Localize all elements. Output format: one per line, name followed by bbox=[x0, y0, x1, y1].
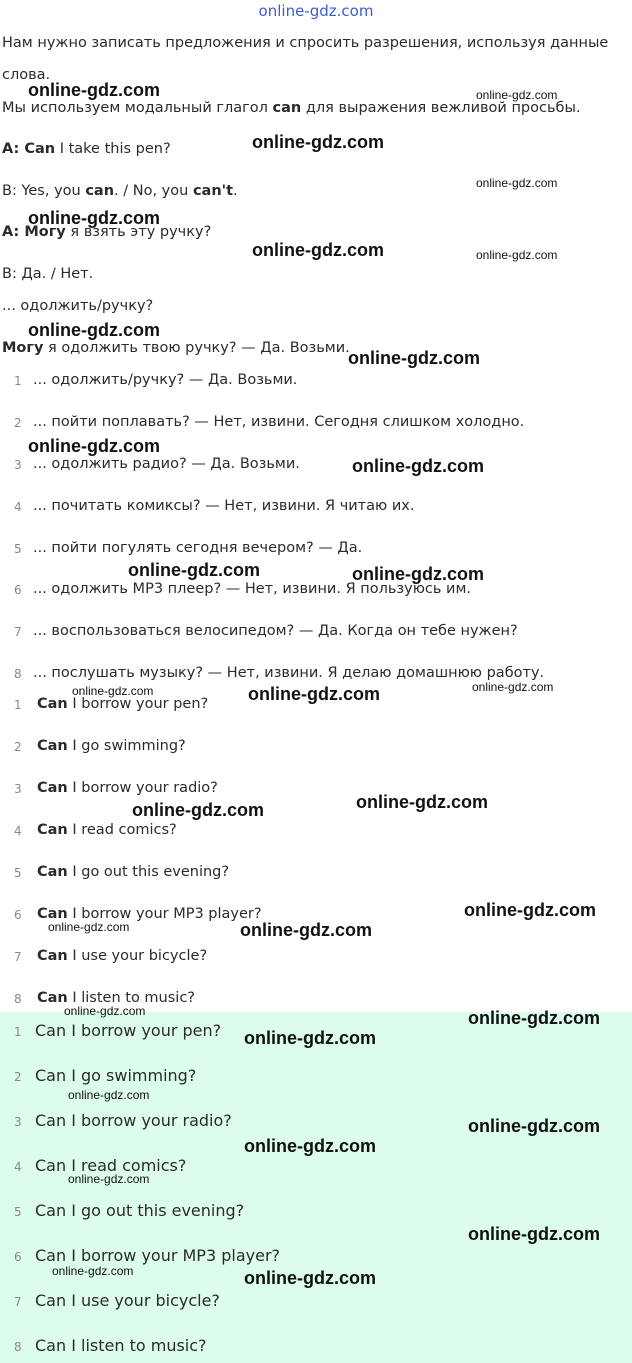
example-a1: A: Can I take this pen? bbox=[2, 141, 171, 157]
item-number: 7 bbox=[14, 950, 22, 964]
item-rest: I listen to music? bbox=[67, 990, 195, 1006]
answer-number: 1 bbox=[14, 1025, 22, 1039]
model-answer: Могу я одолжить твою ручку? — Да. Возьми. bbox=[2, 340, 350, 356]
item-number: 8 bbox=[14, 667, 22, 681]
answer-item-text: Can I read comics? bbox=[35, 1156, 187, 1175]
intro-line-3: Мы используем модальный глагол can для выражения вежливой просьбы. bbox=[2, 100, 581, 116]
watermark-text: online-gdz.com bbox=[28, 208, 160, 228]
item-number: 3 bbox=[14, 782, 22, 796]
intro-line-1: Нам нужно записать предложения и спросить разрешения, используя данные bbox=[2, 35, 609, 51]
item-rest: I use your bicycle? bbox=[67, 948, 208, 964]
watermark-text: online-gdz.com bbox=[64, 1004, 146, 1018]
watermark-text: online-gdz.com bbox=[132, 800, 264, 820]
russian-item-text: ... послушать музыку? — Нет, извини. Я делаю домашнюю работу. bbox=[33, 665, 545, 681]
watermark-text: online-gdz.com bbox=[128, 560, 260, 580]
answer-item-text: Can I listen to music? bbox=[35, 1336, 207, 1355]
russian-item-text: ... одолжить MP3 плеер? — Нет, извини. Я пользуюсь им. bbox=[33, 581, 472, 597]
item-number: 4 bbox=[14, 500, 22, 514]
watermark-text: online-gdz.com bbox=[28, 320, 160, 340]
answer-item-text: Can I go swimming? bbox=[35, 1066, 197, 1085]
item-rest: I borrow your MP3 player? bbox=[67, 906, 262, 922]
item-rest: I borrow your radio? bbox=[67, 780, 218, 796]
item-rest: I go swimming? bbox=[67, 738, 186, 754]
modal-verb: Can bbox=[37, 948, 68, 964]
answer-number: 7 bbox=[14, 1295, 22, 1309]
watermark-text: online-gdz.com bbox=[48, 920, 130, 934]
russian-item-text: ... одолжить/ручку? — Да. Возьми. bbox=[33, 372, 298, 388]
english-item-text bbox=[37, 822, 177, 838]
item-rest: I borrow your pen? bbox=[67, 696, 209, 712]
watermark-text: online-gdz.com bbox=[468, 1116, 600, 1136]
watermark-text: online-gdz.com bbox=[352, 456, 484, 476]
answer-item-text: Can I use your bicycle? bbox=[35, 1291, 220, 1310]
english-item-text bbox=[37, 696, 208, 712]
answer-number: 6 bbox=[14, 1250, 22, 1264]
answer-number: 3 bbox=[14, 1115, 22, 1129]
answer-number: 5 bbox=[14, 1205, 22, 1219]
answer-item-text: Can I borrow your radio? bbox=[35, 1111, 232, 1130]
watermark-text: online-gdz.com bbox=[248, 684, 380, 704]
answer-item-text: Can I go out this evening? bbox=[35, 1201, 245, 1220]
watermark-text: online-gdz.com bbox=[68, 1088, 150, 1102]
russian-item-text: ... пойти погулять сегодня вечером? — Да. bbox=[33, 540, 363, 556]
item-number: 2 bbox=[14, 416, 22, 430]
item-number: 7 bbox=[14, 625, 22, 639]
russian-item-text: ... воспользоваться велосипедом? — Да. Когда он тебе нужен? bbox=[33, 623, 518, 639]
item-number: 1 bbox=[14, 374, 22, 388]
modal-verb: Can bbox=[37, 738, 68, 754]
russian-item-text: ... почитать комиксы? — Нет, извини. Я читаю их. bbox=[33, 498, 415, 514]
item-number: 2 bbox=[14, 740, 22, 754]
modal-verb: Can bbox=[37, 864, 68, 880]
watermark-text: online-gdz.com bbox=[476, 248, 558, 262]
watermark-text: online-gdz.com bbox=[468, 1008, 600, 1028]
answer-number: 2 bbox=[14, 1070, 22, 1084]
watermark-text: online-gdz.com bbox=[352, 564, 484, 584]
watermark-text: online-gdz.com bbox=[52, 1264, 134, 1278]
example-b1: B: Yes, you can. / No, you can't. bbox=[2, 183, 238, 199]
item-number: 5 bbox=[14, 866, 22, 880]
watermark-text: online-gdz.com bbox=[252, 240, 384, 260]
intro-line-2: слова. bbox=[2, 67, 51, 83]
item-number: 6 bbox=[14, 908, 22, 922]
english-item-text bbox=[37, 738, 186, 754]
watermark-text: online-gdz.com bbox=[468, 1224, 600, 1244]
watermark-text: online-gdz.com bbox=[356, 792, 488, 812]
item-rest: I go out this evening? bbox=[67, 864, 230, 880]
site-header[interactable]: online-gdz.com bbox=[258, 2, 374, 20]
item-number: 1 bbox=[14, 698, 22, 712]
item-number: 6 bbox=[14, 583, 22, 597]
model-question: ... одолжить/ручку? bbox=[2, 298, 154, 314]
item-rest: I read comics? bbox=[67, 822, 177, 838]
answer-item-text: Can I borrow your pen? bbox=[35, 1021, 222, 1040]
modal-verb: Can bbox=[37, 780, 68, 796]
watermark-text: online-gdz.com bbox=[348, 348, 480, 368]
russian-item-text: ... одолжить радио? — Да. Возьми. bbox=[33, 456, 300, 472]
example-a2: A: Могу я взять эту ручку? bbox=[2, 224, 212, 240]
item-number: 5 bbox=[14, 542, 22, 556]
answer-item-text: Can I borrow your MP3 player? bbox=[35, 1246, 281, 1265]
item-number: 3 bbox=[14, 458, 22, 472]
modal-verb: Can bbox=[37, 990, 68, 1006]
example-b2: B: Да. / Нет. bbox=[2, 266, 94, 282]
answer-number: 8 bbox=[14, 1340, 22, 1354]
watermark-text: online-gdz.com bbox=[72, 684, 154, 698]
watermark-text: online-gdz.com bbox=[476, 88, 558, 102]
english-item-text bbox=[37, 948, 207, 964]
modal-verb: Can bbox=[37, 822, 68, 838]
watermark-text: online-gdz.com bbox=[464, 900, 596, 920]
russian-item-text: ... пойти поплавать? — Нет, извини. Сегодня слишком холодно. bbox=[33, 414, 525, 430]
answer-number: 4 bbox=[14, 1160, 22, 1174]
english-item-text bbox=[37, 864, 229, 880]
english-item-text bbox=[37, 780, 218, 796]
watermark-text: online-gdz.com bbox=[252, 132, 384, 152]
watermark-text: online-gdz.com bbox=[244, 1268, 376, 1288]
watermark-text: online-gdz.com bbox=[28, 80, 160, 100]
watermark-text: online-gdz.com bbox=[28, 436, 160, 456]
modal-verb: Can bbox=[37, 906, 68, 922]
watermark-text: online-gdz.com bbox=[472, 680, 554, 694]
answer-section bbox=[0, 1012, 632, 1363]
watermark-text: online-gdz.com bbox=[240, 920, 372, 940]
item-number: 4 bbox=[14, 824, 22, 838]
watermark-text: online-gdz.com bbox=[244, 1028, 376, 1048]
item-number: 8 bbox=[14, 992, 22, 1006]
watermark-text: online-gdz.com bbox=[68, 1172, 150, 1186]
modal-verb: Can bbox=[37, 696, 68, 712]
watermark-text: online-gdz.com bbox=[476, 176, 558, 190]
watermark-text: online-gdz.com bbox=[244, 1136, 376, 1156]
